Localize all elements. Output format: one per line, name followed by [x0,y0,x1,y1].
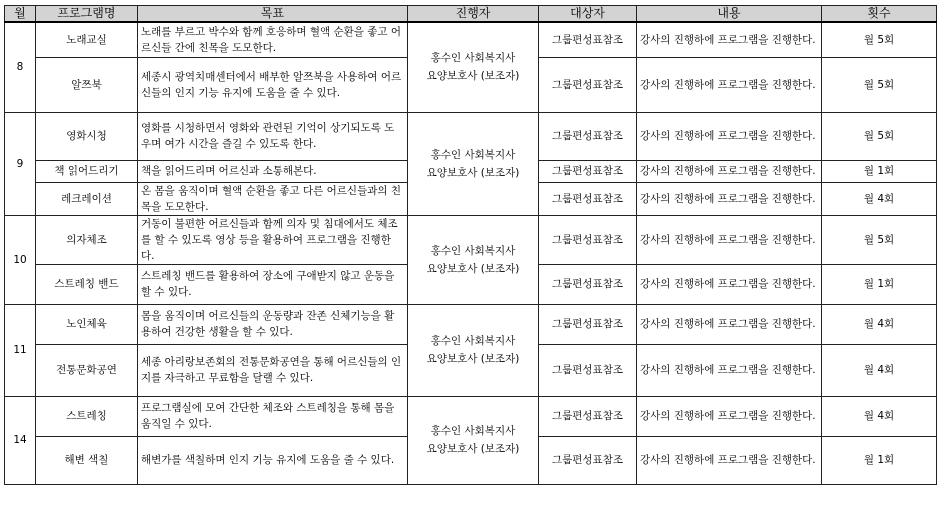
month-cell: 11 [5,304,36,396]
target-cell: 그룹편성표참조 [539,160,637,182]
goal-cell: 노래를 부르고 박수와 함께 호응하며 혈액 순환을 좋고 어르신들 간에 친목을 도모한다. [138,22,408,57]
leader-cell: 홍수인 사회복지사 요양보호사 (보조자) [408,396,539,484]
target-cell: 그룹편성표참조 [539,264,637,304]
table-row [5,304,937,344]
target-cell: 그룹편성표참조 [539,22,637,57]
target-cell: 그룹편성표참조 [539,215,637,264]
header-month: 월 [5,6,36,23]
program-name-cell: 책 읽어드리기 [36,160,138,182]
header-leader: 진행자 [408,6,539,23]
table-row [5,215,937,264]
header-content: 내용 [637,6,822,23]
program-name-cell: 노래교실 [36,22,138,57]
content-cell: 강사의 진행하에 프로그램을 진행한다. [637,57,822,112]
content-cell: 강사의 진행하에 프로그램을 진행한다. [637,112,822,160]
header-target: 대상자 [539,6,637,23]
goal-cell: 책을 읽어드리며 어르신과 소통해본다. [138,160,408,182]
program-name-cell: 레크레이션 [36,182,138,215]
content-cell: 강사의 진행하에 프로그램을 진행한다. [637,264,822,304]
leader-cell: 홍수인 사회복지사 요양보호사 (보조자) [408,215,539,304]
month-cell: 10 [5,215,36,304]
target-cell: 그룹편성표참조 [539,182,637,215]
content-cell: 강사의 진행하에 프로그램을 진행한다. [637,160,822,182]
count-cell: 월 4회 [822,344,937,396]
program-name-cell: 영화시청 [36,112,138,160]
program-name-cell: 스트레칭 밴드 [36,264,138,304]
goal-cell: 스트레칭 밴드를 활용하여 장소에 구애받지 않고 운동을 할 수 있다. [138,264,408,304]
table-row [5,396,937,436]
table-row [5,112,937,160]
content-cell: 강사의 진행하에 프로그램을 진행한다. [637,182,822,215]
header-goal: 목표 [138,6,408,23]
table-row [5,22,937,57]
goal-cell: 영화를 시청하면서 영화와 관련된 기억이 상기되도록 도우며 여가 시간을 즐길 수 있도록 한다. [138,112,408,160]
count-cell: 월 1회 [822,160,937,182]
count-cell: 월 1회 [822,436,937,484]
goal-cell: 거동이 불편한 어르신들과 함께 의자 및 침대에서도 체조를 할 수 있도록 영상 등을 활용하여 프로그램을 진행한다. [138,215,408,264]
content-cell: 강사의 진행하에 프로그램을 진행한다. [637,396,822,436]
leader-cell: 홍수인 사회복지사 요양보호사 (보조자) [408,22,539,112]
count-cell: 월 5회 [822,22,937,57]
target-cell: 그룹편성표참조 [539,304,637,344]
count-cell: 월 5회 [822,57,937,112]
program-name-cell: 노인체육 [36,304,138,344]
program-name-cell: 의자체조 [36,215,138,264]
content-cell: 강사의 진행하에 프로그램을 진행한다. [637,436,822,484]
program-schedule-table [4,5,937,485]
goal-cell: 세종시 광역치매센터에서 배부한 알쯔북을 사용하여 어르신들의 인지 기능 유지에 도움을 줄 수 있다. [138,57,408,112]
count-cell: 월 5회 [822,215,937,264]
target-cell: 그룹편성표참조 [539,436,637,484]
month-cell: 14 [5,396,36,484]
target-cell: 그룹편성표참조 [539,344,637,396]
count-cell: 월 1회 [822,264,937,304]
content-cell: 강사의 진행하에 프로그램을 진행한다. [637,22,822,57]
program-name-cell: 해변 색칠 [36,436,138,484]
count-cell: 월 4회 [822,304,937,344]
leader-cell: 홍수인 사회복지사 요양보호사 (보조자) [408,112,539,215]
goal-cell: 세종 아리랑보존회의 전통문화공연을 통해 어르신들의 인지를 자극하고 무료함을 달랠 수 있다. [138,344,408,396]
target-cell: 그룹편성표참조 [539,57,637,112]
program-name-cell: 전통문화공연 [36,344,138,396]
header-program: 프로그램명 [36,6,138,23]
month-cell: 9 [5,112,36,215]
goal-cell: 몸을 움직이며 어르신들의 운동량과 잔존 신체기능을 활용하여 건강한 생활을 할 수 있다. [138,304,408,344]
content-cell: 강사의 진행하에 프로그램을 진행한다. [637,215,822,264]
goal-cell: 해변가를 색칠하며 인지 기능 유지에 도움을 줄 수 있다. [138,436,408,484]
goal-cell: 프로그램실에 모여 간단한 체조와 스트레칭을 통해 몸을 움직일 수 있다. [138,396,408,436]
header-count: 횟수 [822,6,937,23]
leader-cell: 홍수인 사회복지사 요양보호사 (보조자) [408,304,539,396]
program-name-cell: 스트레칭 [36,396,138,436]
content-cell: 강사의 진행하에 프로그램을 진행한다. [637,304,822,344]
header-row [5,6,937,23]
count-cell: 월 4회 [822,182,937,215]
target-cell: 그룹편성표참조 [539,112,637,160]
count-cell: 월 4회 [822,396,937,436]
content-cell: 강사의 진행하에 프로그램을 진행한다. [637,344,822,396]
month-cell: 8 [5,22,36,112]
program-name-cell: 알쯔북 [36,57,138,112]
count-cell: 월 5회 [822,112,937,160]
target-cell: 그룹편성표참조 [539,396,637,436]
goal-cell: 온 몸을 움직이며 혈액 순환을 좋고 다른 어르신들과의 친목을 도모한다. [138,182,408,215]
